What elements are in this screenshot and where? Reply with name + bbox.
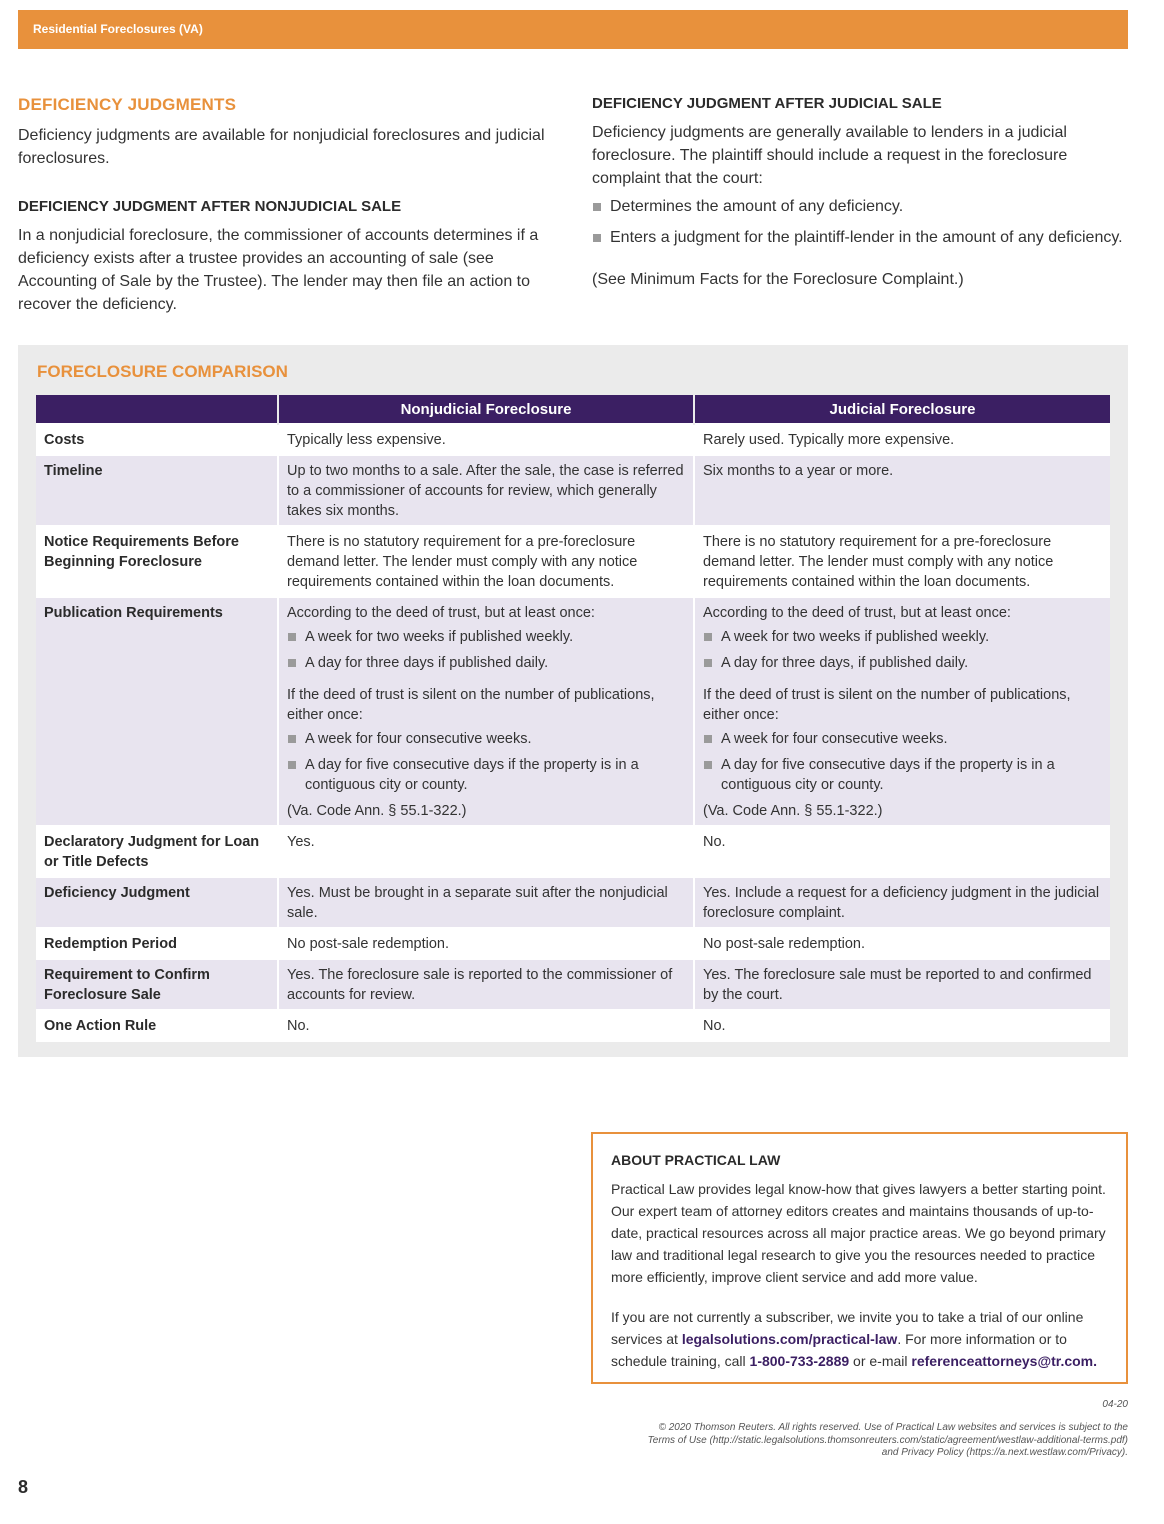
list-item: A week for four consecutive weeks. <box>287 729 685 749</box>
row-label: Declaratory Judgment for Loan or Title Defects <box>36 826 278 877</box>
column-header-judicial: Judicial Foreclosure <box>694 395 1110 424</box>
cell-list <box>703 729 1102 795</box>
table-cell: No. <box>694 1010 1110 1041</box>
list-item: A week for four consecutive weeks. <box>703 729 1102 749</box>
list-item: Determines the amount of any deficiency. <box>592 196 1128 218</box>
deficiency-intro: Deficiency judgments are available for nonjudicial foreclosures and judicial foreclosures. <box>18 127 545 167</box>
citation: (Va. Code Ann. § 55.1-322.) <box>287 803 467 819</box>
foreclosure-comparison-panel <box>18 345 1128 1057</box>
about-practical-law-box <box>591 1132 1128 1384</box>
table-cell: No. <box>694 826 1110 877</box>
row-label: Redemption Period <box>36 928 278 959</box>
about-subscribe-paragraph <box>611 1306 1108 1372</box>
table-cell: Yes. Must be brought in a separate suit after the nonjudicial sale. <box>278 877 694 928</box>
table-cell: Yes. <box>278 826 694 877</box>
table-cell: Rarely used. Typically more expensive. <box>694 424 1110 455</box>
table-cell: Yes. Include a request for a deficiency judgment in the judicial foreclosure complaint. <box>694 877 1110 928</box>
list-item: Enters a judgment for the plaintiff-lender in the amount of any deficiency. <box>592 227 1128 249</box>
cell-text: If the deed of trust is silent on the number of publications, either once: <box>287 687 655 723</box>
about-title: ABOUT PRACTICAL LAW <box>611 1152 781 1168</box>
list-item: A week for two weeks if published weekly. <box>703 627 1102 647</box>
table-cell: Typically less expensive. <box>278 424 694 455</box>
about-text: If you are not currently a subscriber, we invite you to take a trial of our online services at <box>611 1309 1084 1347</box>
table-cell <box>694 597 1110 826</box>
column-header <box>36 395 278 424</box>
document-code: 04-20 <box>1102 1399 1128 1410</box>
table-row <box>36 959 1110 1010</box>
table-cell: No post-sale redemption. <box>278 928 694 959</box>
citation: (Va. Code Ann. § 55.1-322.) <box>703 803 883 819</box>
copyright-line: © 2020 Thomson Reuters. All rights reserved. Use of Practical Law websites and services is subject to the <box>658 1422 1128 1433</box>
about-paragraph: Practical Law provides legal know-how that gives lawyers a better starting point. Our expert team of attorney editors creates and maintains thousands of up-to-date, practical resources across all major practice areas. We go beyond primary law and traditional legal research to give you the resources needed to practice more efficiently, improve client service and add more value. <box>611 1181 1106 1285</box>
about-text: or e-mail <box>849 1353 912 1369</box>
table-row <box>36 1010 1110 1041</box>
running-header-title: Residential Foreclosures (VA) <box>33 22 203 36</box>
table-cell: Yes. The foreclosure sale must be reported to and confirmed by the court. <box>694 959 1110 1010</box>
judicial-sale-note: (See Minimum Facts for the Foreclosure Complaint.) <box>592 271 964 288</box>
right-column <box>592 95 1128 291</box>
column-header-nonjudicial: Nonjudicial Foreclosure <box>278 395 694 424</box>
cell-text: According to the deed of trust, but at least once: <box>703 605 1011 621</box>
list-item: A day for three days, if published daily. <box>703 653 1102 673</box>
comparison-table <box>36 395 1110 1042</box>
list-item: A day for five consecutive days if the property is in a contiguous city or county. <box>287 755 685 795</box>
cell-text: If the deed of trust is silent on the number of publications, either once: <box>703 687 1071 723</box>
table-row <box>36 526 1110 597</box>
running-header <box>18 10 1128 49</box>
copyright-line: and Privacy Policy (https://a.next.westlaw.com/Privacy). <box>881 1447 1128 1458</box>
cell-list <box>703 627 1102 673</box>
table-header-row <box>36 395 1110 424</box>
cell-list <box>287 729 685 795</box>
row-label: Notice Requirements Before Beginning Foreclosure <box>36 526 278 597</box>
about-text: . For more information or to schedule training, call <box>611 1331 1067 1369</box>
list-item: A day for five consecutive days if the property is in a contiguous city or county. <box>703 755 1102 795</box>
table-row <box>36 928 1110 959</box>
nonjudicial-sale-body: In a nonjudicial foreclosure, the commissioner of accounts determines if a deficiency exists after a trustee provides an accounting of sale (see Accounting of Sale by the Trustee). The lender may then file an action to recover the deficiency. <box>18 227 539 313</box>
table-cell: No post-sale redemption. <box>694 928 1110 959</box>
list-item: A day for three days if published daily. <box>287 653 685 673</box>
table-cell: Yes. The foreclosure sale is reported to the commissioner of accounts for review. <box>278 959 694 1010</box>
phone-link[interactable]: 1-800-733-2889 <box>749 1353 850 1369</box>
table-row <box>36 424 1110 455</box>
copyright-notice <box>588 1422 1128 1460</box>
table-cell: Up to two months to a sale. After the sale, the case is referred to a commissioner of accounts for review, which generally takes six months. <box>278 455 694 526</box>
email-link[interactable]: referenceattorneys@tr.com. <box>911 1353 1098 1369</box>
left-column <box>18 95 558 316</box>
table-row <box>36 455 1110 526</box>
table-row <box>36 826 1110 877</box>
judicial-sale-heading: DEFICIENCY JUDGMENT AFTER JUDICIAL SALE <box>592 95 942 112</box>
website-link[interactable]: legalsolutions.com/practical-law <box>681 1331 898 1347</box>
row-label: One Action Rule <box>36 1010 278 1041</box>
cell-list <box>287 627 685 673</box>
table-cell: Six months to a year or more. <box>694 455 1110 526</box>
row-label: Costs <box>36 424 278 455</box>
judicial-sale-list <box>592 196 1128 249</box>
nonjudicial-sale-heading: DEFICIENCY JUDGMENT AFTER NONJUDICIAL SALE <box>18 198 402 215</box>
cell-text: According to the deed of trust, but at least once: <box>287 605 595 621</box>
deficiency-judgments-heading: DEFICIENCY JUDGMENTS <box>18 95 237 114</box>
list-item: A week for two weeks if published weekly. <box>287 627 685 647</box>
comparison-title: FORECLOSURE COMPARISON <box>37 362 288 381</box>
table-cell: There is no statutory requirement for a pre-foreclosure demand letter. The lender must comply with any notice requirements contained within the loan documents. <box>694 526 1110 597</box>
table-cell: No. <box>278 1010 694 1041</box>
table-row <box>36 877 1110 928</box>
row-label: Timeline <box>36 455 278 526</box>
table-cell: There is no statutory requirement for a pre-foreclosure demand letter. The lender must comply with any notice requirements contained within the loan documents. <box>278 526 694 597</box>
copyright-line: Terms of Use (http://static.legalsolutions.thomsonreuters.com/static/agreement/westlaw-additional-terms.pdf) <box>647 1434 1128 1446</box>
row-label: Publication Requirements <box>36 597 278 826</box>
table-row <box>36 597 1110 826</box>
row-label: Requirement to Confirm Foreclosure Sale <box>36 959 278 1010</box>
judicial-sale-body: Deficiency judgments are generally available to lenders in a judicial foreclosure. The plaintiff should include a request in the foreclosure complaint that the court: <box>592 124 1068 187</box>
row-label: Deficiency Judgment <box>36 877 278 928</box>
table-cell <box>278 597 694 826</box>
page-number: 8 <box>18 1477 29 1497</box>
